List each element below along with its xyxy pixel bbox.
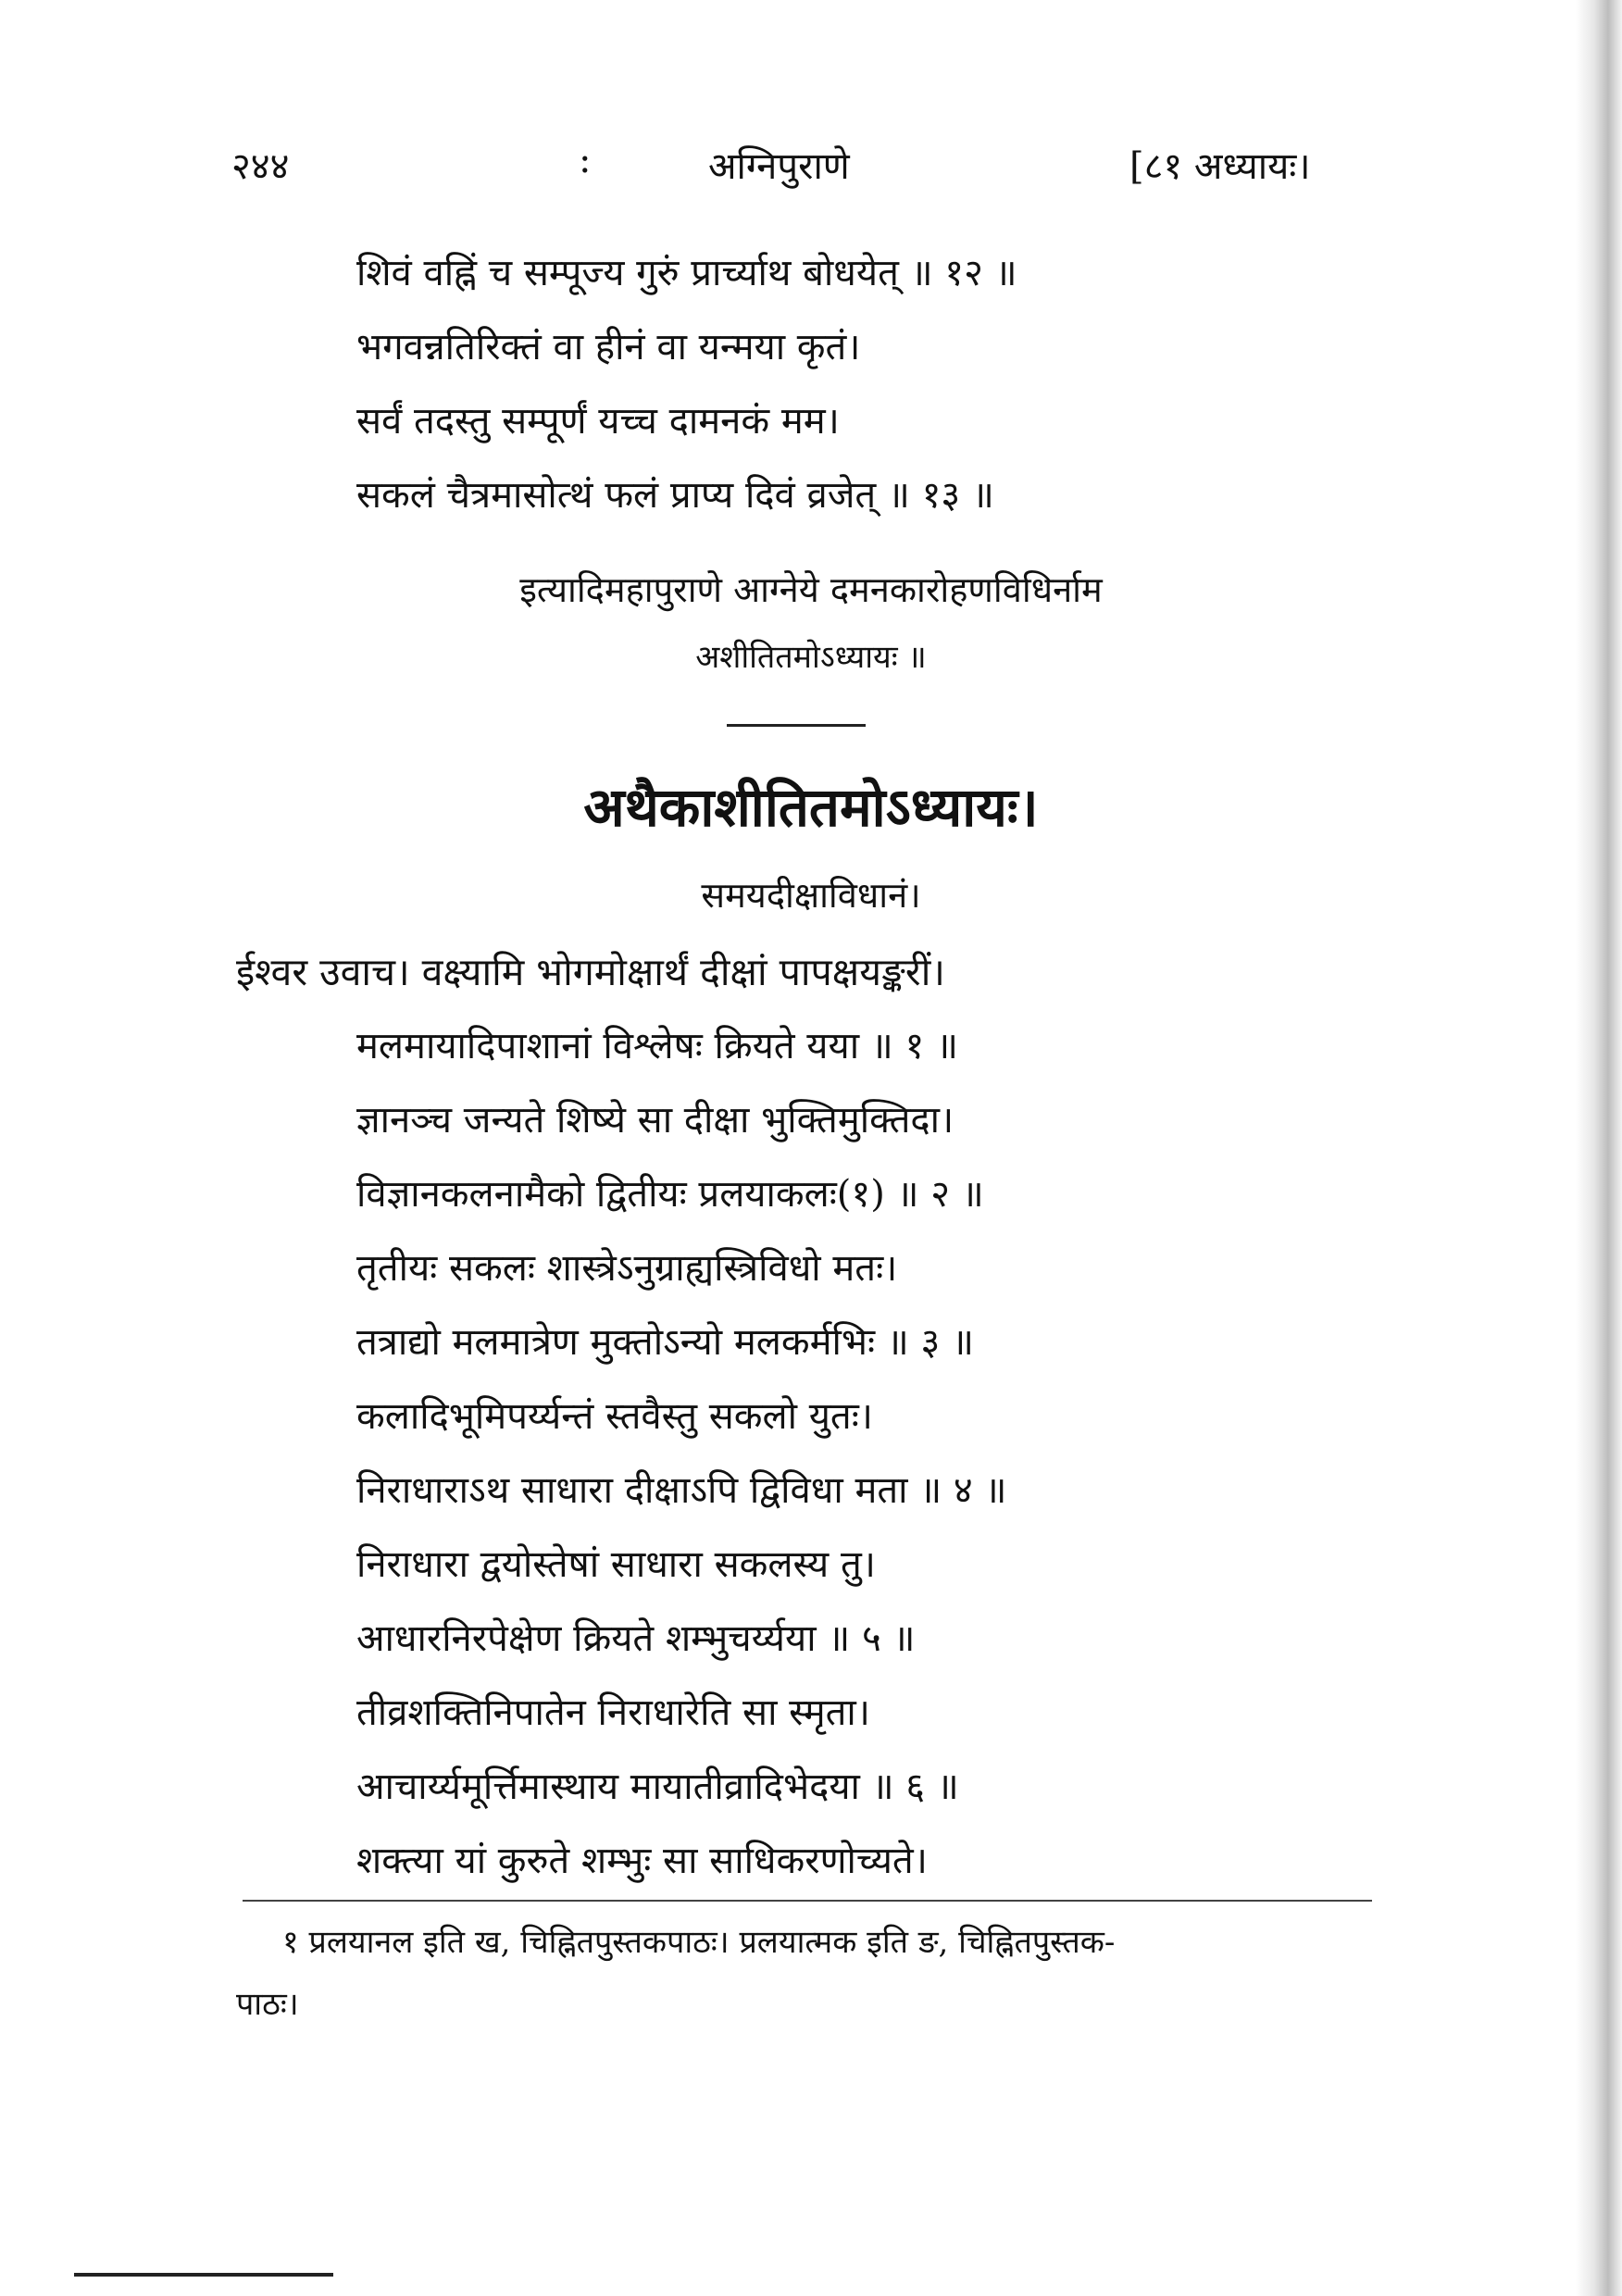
verse-line: शक्त्या यां कुरुते शम्भुः सा साधिकरणोच्यते।: [356, 1840, 928, 1882]
verse-line: कलादिभूमिपर्य्यन्तं स्तवैस्तु सकलो युतः।: [356, 1395, 873, 1438]
page-edge-shadow: [1576, 0, 1622, 2296]
colophon-line-2: अशीतितमोऽध्यायः ॥: [695, 639, 927, 676]
verse-line: सकलं चैत्रमासोत्थं फलं प्राप्य दिवं व्रजेत् ॥ १३ ॥: [356, 474, 994, 517]
verse-line: सर्वं तदस्तु सम्पूर्णं यच्च दामनकं मम।: [356, 400, 840, 443]
verse-line: आचार्य्यमूर्त्तिमास्थाय मायातीव्रादिभेदया ॥ ६ ॥: [356, 1766, 959, 1808]
bottom-edge-mark: [74, 2273, 333, 2277]
running-title: अग्निपुराणे: [708, 145, 850, 188]
footnote-rule: [243, 1900, 1372, 1902]
colophon-line-1: इत्यादिमहापुराणे आग्नेये दमनकारोहणविधिर्नाम: [519, 569, 1103, 610]
chapter-subtitle: समयदीक्षाविधानं।: [701, 875, 921, 916]
header-colon: :: [579, 139, 592, 181]
verse-line: शिवं वह्निं च सम्पूज्य गुरुं प्रार्च्याथ बोधयेत् ॥ १२ ॥: [356, 252, 1017, 294]
verse-line: तत्राद्यो मलमात्रेण मुक्तोऽन्यो मलकर्मभिः ॥ ३ ॥: [356, 1321, 974, 1364]
verse-line: निराधाराऽथ साधारा दीक्षाऽपि द्विविधा मता ॥ ४ ॥: [356, 1469, 1007, 1512]
verse-line: तृतीयः सकलः शास्त्रेऽनुग्राह्यस्त्रिविधो मतः।: [356, 1247, 898, 1290]
section-divider: [727, 724, 866, 727]
verse-line: विज्ञानकलनामैको द्वितीयः प्रलयाकलः(१) ॥ २ ॥: [356, 1173, 984, 1216]
verse-line: तीव्रशक्तिनिपातेन निराधारेति सा स्मृता।: [356, 1691, 870, 1734]
page-header: [231, 139, 1398, 204]
verse-line: मलमायादिपाशानां विश्लेषः क्रियते यया ॥ १ ॥: [356, 1025, 958, 1067]
verse-line: ज्ञानञ्च जन्यते शिष्ये सा दीक्षा भुक्तिमुक्तिदा।: [356, 1099, 954, 1142]
page-number: २४४: [231, 145, 290, 188]
verse-line: निराधारा द्वयोस्तेषां साधारा सकलस्य तु।: [356, 1543, 876, 1586]
footnote-line-1: १ प्रलयानल इति ख, चिह्नितपुस्तकपाठः। प्रलयात्मक इति ङ, चिह्नितपुस्तक-: [282, 1924, 1116, 1961]
verse-line: भगवन्नतिरिक्तं वा हीनं वा यन्मया कृतं।: [356, 326, 861, 368]
verse-line: आधारनिरपेक्षेण क्रियते शम्भुचर्य्यया ॥ ५ ॥: [356, 1617, 916, 1660]
chapter-title: अथैकाशीतितमोऽध्यायः।: [583, 776, 1039, 839]
footnote-line-2: पाठः।: [236, 1986, 299, 2023]
speaker-line: ईश्वर उवाच। वक्ष्यामि भोगमोक्षार्थं दीक्षां पापक्षयङ्करीं।: [236, 950, 945, 994]
chapter-reference: [८१ अध्यायः।: [1129, 145, 1311, 188]
